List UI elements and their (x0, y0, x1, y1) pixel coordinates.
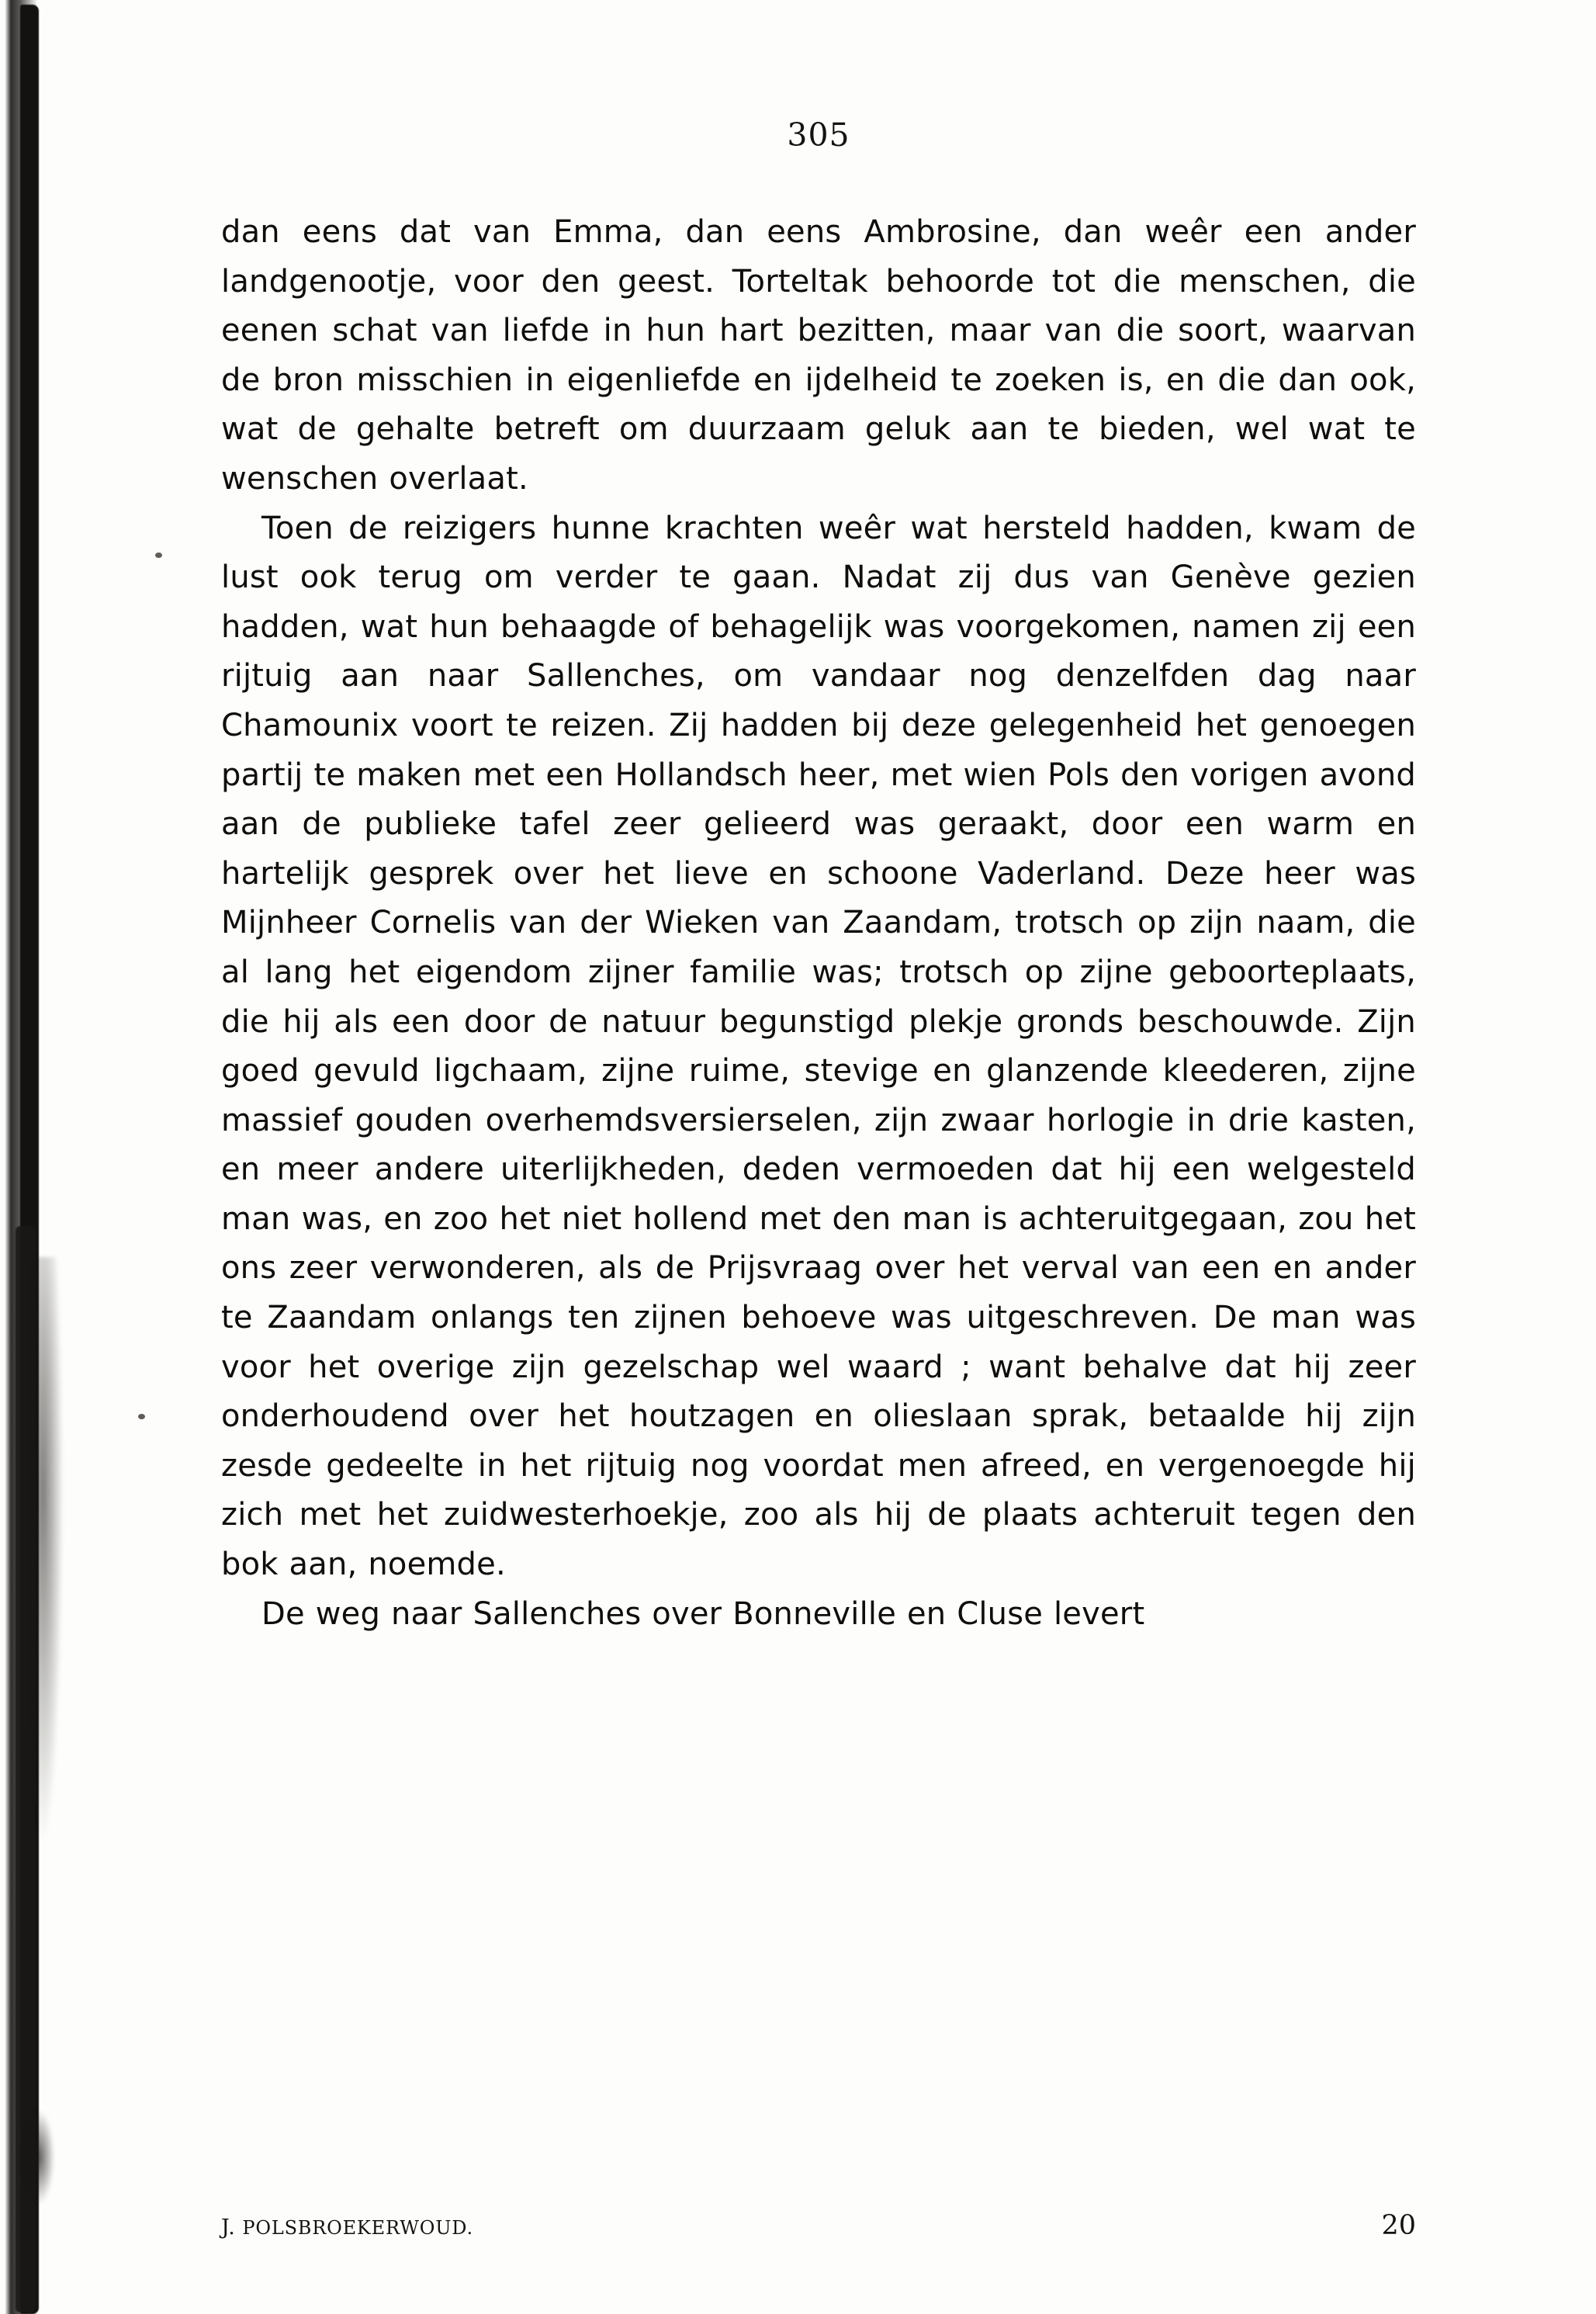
paragraph-1: dan eens dat van Emma, dan eens Ambrosine, dan weêr een ander landgenootje, voor den geest. Torteltak behoorde tot die menschen, die eenen schat van liefde in hun hart bezitten, maar van die soort, waarvan de bron misschien in eigenliefde en ijdelheid te zoeken is, en die dan ook, wat de gehalte betreft om duurzaam geluk aan te bieden, wel wat te wenschen overlaat. (221, 214, 1416, 497)
margin-speck-2 (138, 1414, 145, 1419)
paragraph-2: Toen de reizigers hunne krachten weêr wat hersteld hadden, kwam de lust ook terug om verder te gaan. Nadat zij dus van Genève gezien hadden, wat hun behaagde of behagelijk was voorgekomen, namen zij een rijtuig aan naar Sallenches, om vandaar nog denzelfden dag naar Chamounix voort te reizen. Zij hadden bij deze gelegenheid het genoegen partij te maken met een Hollandsch heer, met wien Pols den vorigen avond aan de publieke tafel zeer gelieerd was geraakt, door een warm en hartelijk gesprek over het lieve en schoone Vaderland. Deze heer was Mijnheer Cornelis van der Wieken van Zaandam, trotsch op zijn naam, die al lang het eigendom zijner familie was; trotsch op zijne geboorteplaats, die hij als een door de natuur begunstigd plekje gronds beschouwde. Zijn goed gevuld ligchaam, zijne ruime, stevige en glanzende kleederen, zijne massief gouden overhemdsversierselen, zijn zwaar horlogie in drie kasten, en meer andere uiterlijkheden, deden vermoeden dat hij een welgesteld man was, en zoo het niet hollend met den man is achteruitgegaan, zou het ons zeer verwonderen, als de Prijsvraag over het verval van een en ander te Zaandam onlangs ten zijnen behoeve was uitgeschreven. De man was voor het overige zijn gezelschap wel waard ; want behalve dat hij zeer onderhoudend over het houtzagen en olieslaan sprak, betaalde hij zijn zesde gedeelte in het rijtuig nog voordat men afreed, en vergenoegde hij zich met het zuidwesterhoekje, zoo als hij de plaats achteruit tegen den bok aan, noemde. (221, 510, 1416, 1583)
footer-page-number: 20 (1381, 2210, 1416, 2241)
signature-initial: J. (221, 2215, 236, 2240)
page-content (221, 0, 1416, 1639)
page-footer (221, 2210, 1416, 2241)
page-folio-number: 305 (787, 116, 850, 154)
footer-signature (221, 2215, 473, 2240)
body-text-block (221, 208, 1416, 1639)
paragraph-3: De weg naar Sallenches over Bonneville en Cluse levert (261, 1595, 1145, 1632)
scan-smudge-lower (23, 2111, 54, 2204)
margin-speck-1 (155, 553, 162, 558)
signature-name: POLSBROEKERWOUD. (242, 2217, 473, 2239)
scan-smudge-upper (34, 1257, 64, 1847)
